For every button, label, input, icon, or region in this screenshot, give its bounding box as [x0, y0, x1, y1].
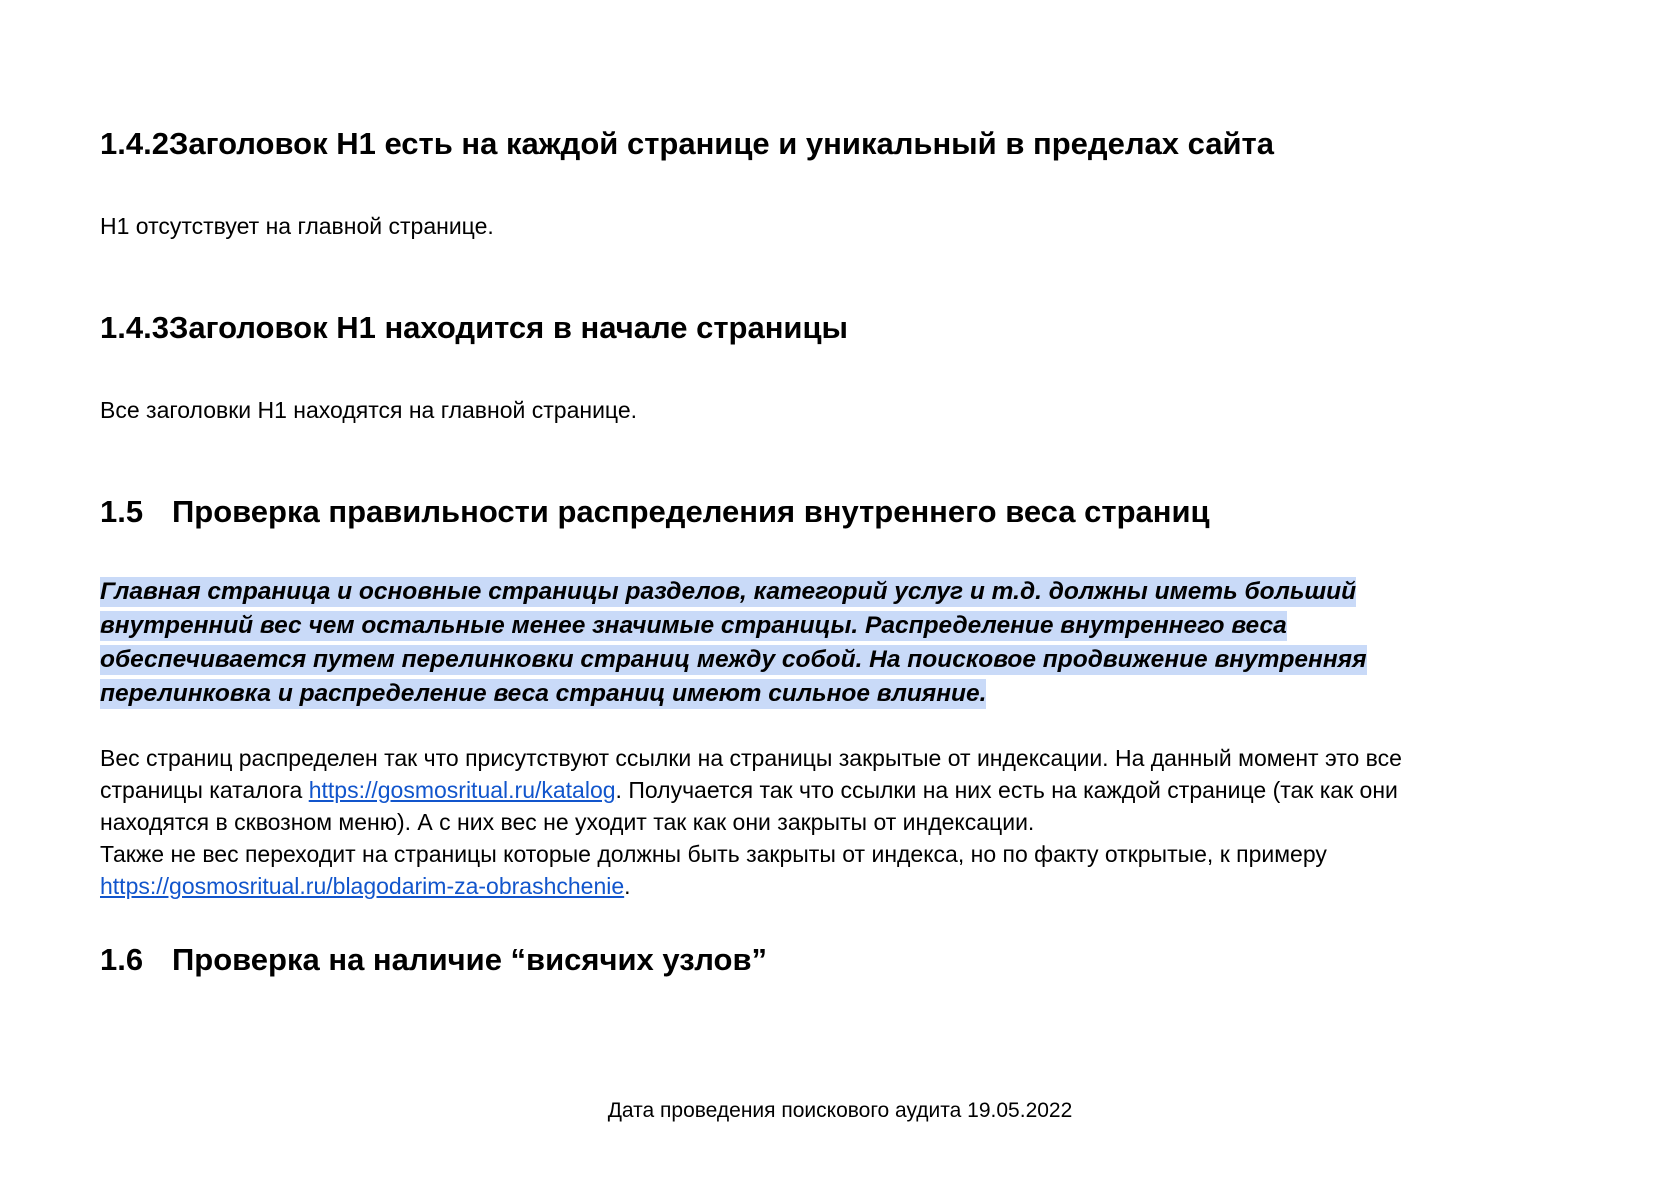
heading-1-6: [100, 940, 767, 980]
paragraph-1-4-2: H1 отсутствует на главной странице.: [100, 213, 494, 239]
heading-1-6-number: 1.6: [100, 942, 144, 977]
highlighted-callout: [100, 575, 1500, 711]
heading-1-4-3: 1.4.3Заголовок H1 находится в начале страницы: [100, 310, 849, 345]
blagodarim-link[interactable]: https://gosmosritual.ru/blagodarim-za-obrashchenie: [100, 873, 625, 899]
body-line-3: находятся в сквозном меню). А с них вес не уходит так как они закрыты от индексации.: [100, 809, 1035, 835]
body-line-2-before: страницы каталога: [100, 777, 309, 803]
body-line-2: [100, 774, 1580, 806]
heading-1-4-2: 1.4.2Заголовок H1 есть на каждой странице и уникальный в пределах сайта: [100, 126, 1274, 161]
heading-1-5: [100, 492, 1210, 532]
body-line-5: [100, 870, 1580, 902]
heading-1-5-title: Проверка правильности распределения внутреннего веса страниц: [172, 494, 1210, 529]
paragraph-1-5-body: [100, 742, 1580, 902]
body-line-2-after: . Получается так что ссылки на них есть на каждой странице (так как они: [615, 777, 1398, 803]
body-line-4: Также не вес переходит на страницы которые должны быть закрыты от индекса, но по факту открытые, к примеру: [100, 841, 1327, 867]
heading-1-6-title: Проверка на наличие “висячих узлов”: [172, 942, 768, 977]
body-line-1: Вес страниц распределен так что присутствуют ссылки на страницы закрытые от индексации. На данный момент это все: [100, 745, 1402, 771]
highlight-line-4: перелинковка и распределение веса страниц имеют сильное влияние.: [100, 680, 987, 707]
highlight-line-1: Главная страница и основные страницы разделов, категорий услуг и т.д. должны иметь больший: [100, 578, 1357, 605]
katalog-link[interactable]: https://gosmosritual.ru/katalog: [308, 777, 616, 803]
highlight-line-2: внутренний вес чем остальные менее значимые страницы. Распределение внутреннего веса: [100, 612, 1287, 639]
highlight-line-3: обеспечивается путем перелинковки страниц между собой. На поисковое продвижение внутренняя: [100, 646, 1367, 673]
page-footer: Дата проведения поискового аудита 19.05.2022: [607, 1099, 1073, 1122]
paragraph-1-4-3: Все заголовки H1 находятся на главной странице.: [100, 397, 638, 423]
heading-1-5-number: 1.5: [100, 494, 144, 529]
body-line-5-after: .: [624, 873, 631, 899]
